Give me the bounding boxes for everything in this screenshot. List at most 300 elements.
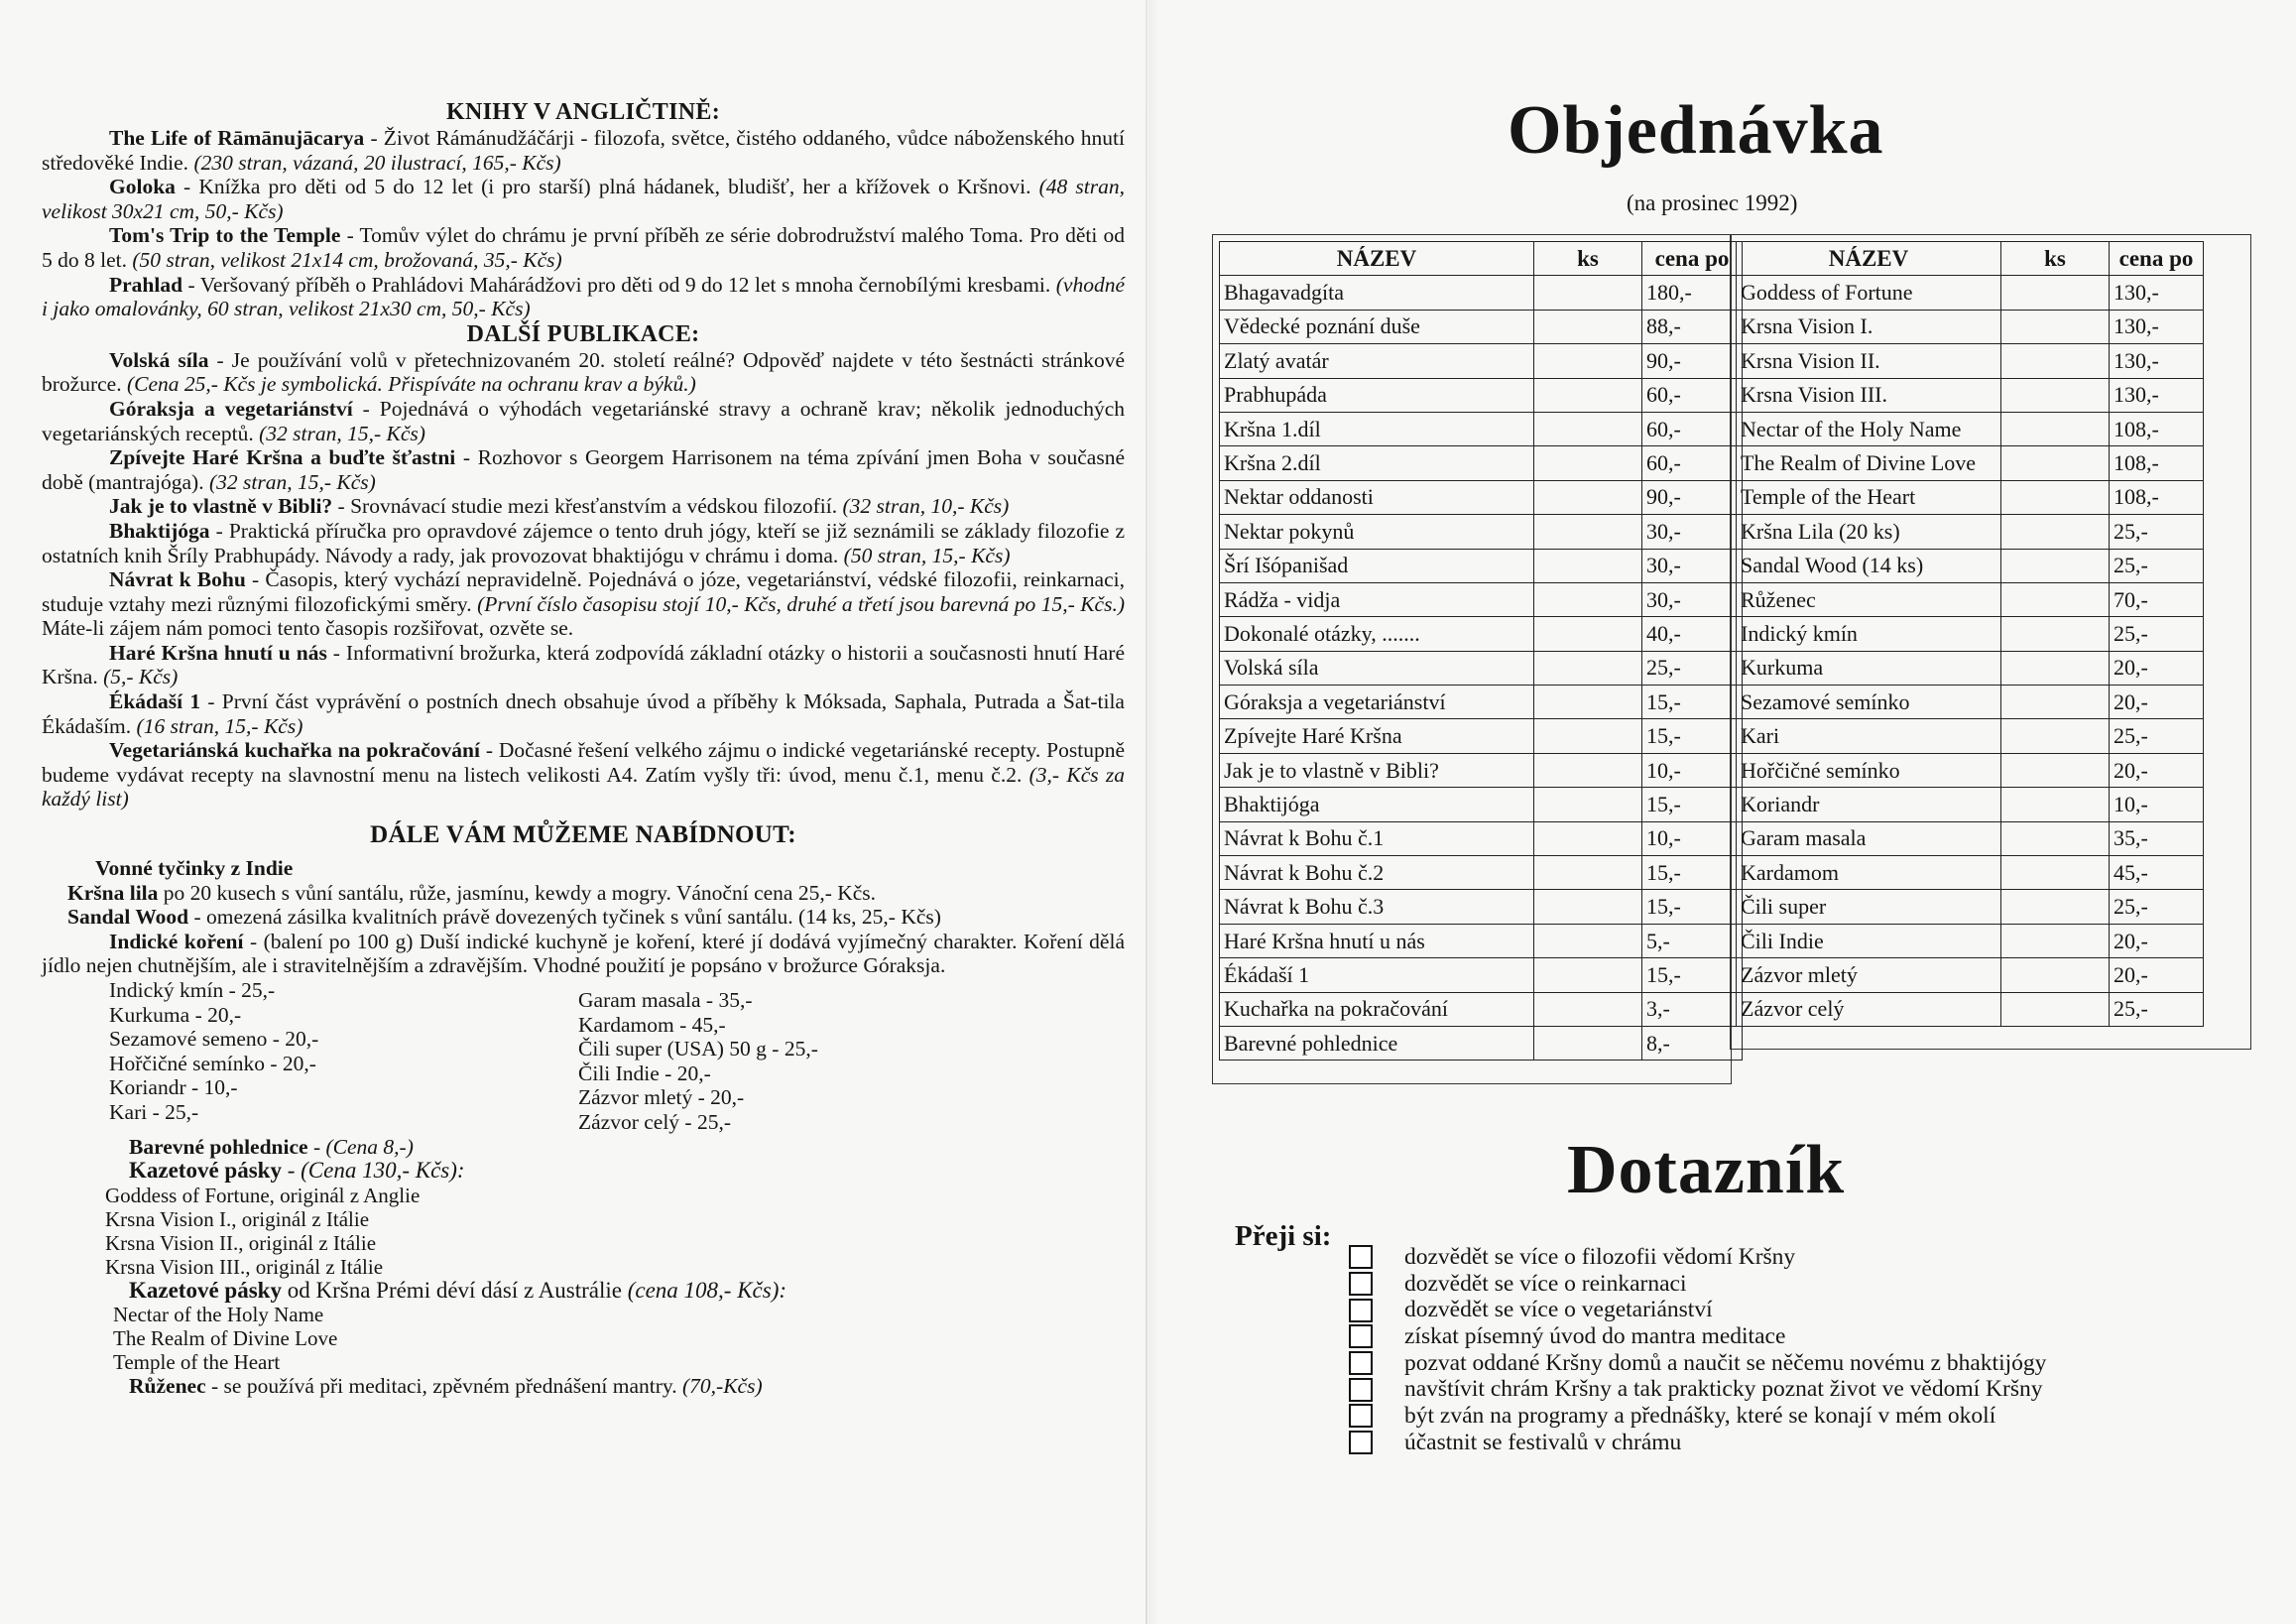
- entry-title: Bhaktijóga: [109, 518, 210, 543]
- order-subtitle: (na prosinec 1992): [1627, 190, 1798, 215]
- item-price: 60,-: [1642, 412, 1743, 445]
- entry-text: - Rozhovor s Georgem Harrisonem na téma zpívání jmen Boha v současné době (mantrajóga).: [42, 445, 1125, 494]
- checkbox-label: získat písemný úvod do mantra meditace: [1404, 1322, 1786, 1349]
- checkbox[interactable]: [1349, 1245, 1373, 1269]
- table-row: [1220, 582, 1743, 616]
- list-item: Krsna Vision III., originál z Itálie: [105, 1254, 384, 1279]
- col-header-name: NÁZEV: [1737, 242, 2001, 276]
- qty-cell[interactable]: [1534, 446, 1642, 480]
- list-item: Kari - 25,-: [109, 1099, 199, 1124]
- entry-info: (32 stran, 15,- Kčs): [208, 469, 376, 494]
- qty-cell[interactable]: [2001, 412, 2110, 445]
- entry-info: (16 stran, 15,- Kčs): [136, 713, 303, 738]
- list-item: Koriandr - 10,-: [109, 1075, 238, 1100]
- entry-text: - První část vyprávění o postních dnech obsahuje úvod a příběhy k Móksada, Saphala, Putrada a Šat-tila Ékádaším.: [42, 689, 1125, 738]
- qty-cell[interactable]: [1534, 686, 1642, 719]
- qty-cell[interactable]: [2001, 378, 2110, 412]
- page-fold-shadow: [1148, 0, 1158, 1624]
- item-price: 10,-: [2110, 788, 2204, 821]
- qty-cell[interactable]: [2001, 617, 2110, 651]
- table-row: [1737, 446, 2204, 480]
- list-item: Čili Indie - 20,-: [578, 1061, 711, 1085]
- qty-cell[interactable]: [1534, 992, 1642, 1026]
- item-price: 25,-: [2110, 515, 2204, 549]
- qty-cell[interactable]: [2001, 890, 2110, 924]
- item-price: 108,-: [2110, 480, 2204, 514]
- checkbox-row: [1349, 1323, 2046, 1350]
- qty-cell[interactable]: [1534, 617, 1642, 651]
- table-row: [1737, 344, 2204, 378]
- qty-cell[interactable]: [1534, 378, 1642, 412]
- checkbox-row: [1349, 1430, 2046, 1456]
- item-name: Růženec: [1737, 582, 2001, 616]
- table-row: [1737, 412, 2204, 445]
- table-row: [1737, 582, 2204, 616]
- item-price: 3,-: [1642, 992, 1743, 1026]
- checkbox[interactable]: [1349, 1404, 1373, 1428]
- item-price: 25,-: [2110, 617, 2204, 651]
- item-name: Indický kmín: [1737, 617, 2001, 651]
- item-price: 15,-: [1642, 856, 1743, 890]
- item-name: Hořčičné semínko: [1737, 753, 2001, 787]
- table-row: [1737, 856, 2204, 890]
- cassettes-line: Kazetové pásky - (Cena 130,- Kčs):: [129, 1158, 465, 1184]
- table-row: [1737, 753, 2204, 787]
- item-price: 15,-: [1642, 719, 1743, 753]
- item-name: Goddess of Fortune: [1737, 276, 2001, 310]
- qty-cell[interactable]: [2001, 276, 2110, 310]
- qty-cell[interactable]: [2001, 344, 2110, 378]
- entry-info: (vhodné i jako omalovánky, 60 stran, velikost 21x30 cm, 50,- Kčs): [42, 272, 1125, 321]
- entry-title: The Life of Rāmānujācarya: [109, 126, 365, 150]
- entry: [42, 223, 1125, 272]
- table-row: [1220, 788, 1743, 821]
- item-price: 10,-: [1642, 821, 1743, 855]
- item-price: 20,-: [2110, 958, 2204, 992]
- qty-cell[interactable]: [1534, 412, 1642, 445]
- entry-title: Jak je to vlastně v Bibli?: [109, 494, 333, 519]
- spice-price-list: [109, 978, 1125, 1135]
- item-name: Nectar of the Holy Name: [1737, 412, 2001, 445]
- entry-info: (32 stran, 10,- Kčs): [842, 494, 1010, 519]
- qty-cell[interactable]: [1534, 788, 1642, 821]
- item-price: 15,-: [1642, 958, 1743, 992]
- item-price: 90,-: [1642, 480, 1743, 514]
- item-name: Haré Kršna hnutí u nás: [1220, 924, 1534, 957]
- qty-cell[interactable]: [2001, 582, 2110, 616]
- qty-cell[interactable]: [2001, 515, 2110, 549]
- checkbox-row: [1349, 1271, 2046, 1298]
- entry: [42, 175, 1125, 223]
- entry-title: Volská síla: [109, 347, 209, 372]
- table-row: [1737, 378, 2204, 412]
- list-item: Indický kmín - 25,-: [109, 978, 276, 1002]
- entry: [42, 641, 1125, 689]
- table-row: [1737, 924, 2204, 957]
- entry-info: (230 stran, vázaná, 20 ilustrací, 165,- Kčs): [193, 150, 561, 175]
- entry: [42, 567, 1125, 641]
- table-row: [1220, 310, 1743, 343]
- qty-cell[interactable]: [2001, 310, 2110, 343]
- entry-text: - Dočasné řešení velkého zájmu o indické vegetariánské recepty. Postupně budeme vydávat recepty na slavnostní menu na listech velikosti A4. Zatím vyšly tři: úvod, menu č.1, menu č.2.: [42, 738, 1125, 787]
- page-fold: [1146, 0, 1148, 1624]
- item-name: Zpívejte Haré Kršna: [1220, 719, 1534, 753]
- entry-info: (48 stran, velikost 30x21 cm, 50,- Kčs): [42, 175, 1125, 223]
- list-item: Nectar of the Holy Name: [113, 1303, 324, 1327]
- qty-cell[interactable]: [1534, 549, 1642, 582]
- table-row: [1220, 856, 1743, 890]
- item-price: 8,-: [1642, 1026, 1743, 1060]
- spice-column-1: [109, 978, 578, 1135]
- entry-title: Haré Kršna hnutí u nás: [109, 640, 327, 665]
- item-price: 15,-: [1642, 890, 1743, 924]
- item-name: Jak je to vlastně v Bibli?: [1220, 753, 1534, 787]
- entry: [42, 494, 1125, 519]
- english-books-list: [42, 126, 1125, 321]
- item-price: 15,-: [1642, 788, 1743, 821]
- table-row: [1737, 821, 2204, 855]
- item-name: Krsna Vision I.: [1737, 310, 2001, 343]
- item-name: Kršna 1.díl: [1220, 412, 1534, 445]
- item-price: 25,-: [1642, 651, 1743, 685]
- qty-cell[interactable]: [1534, 515, 1642, 549]
- table-row: [1220, 651, 1743, 685]
- item-name: Prabhupáda: [1220, 378, 1534, 412]
- entry: [42, 397, 1125, 445]
- qty-cell[interactable]: [2001, 788, 2110, 821]
- qty-cell[interactable]: [1534, 480, 1642, 514]
- entry: [42, 519, 1125, 567]
- item-price: 20,-: [2110, 924, 2204, 957]
- qty-cell[interactable]: [1534, 310, 1642, 343]
- item-price: 70,-: [2110, 582, 2204, 616]
- entry-title: Goloka: [109, 175, 176, 199]
- item-name: Bhaktijóga: [1220, 788, 1534, 821]
- entry-title: Vegetariánská kuchařka na pokračování: [109, 738, 480, 763]
- checkbox-row: [1349, 1244, 2046, 1271]
- item-price: 30,-: [1642, 549, 1743, 582]
- entry-text: - Časopis, který vychází nepravidelně. Pojednává o józe, vegetariánství, védské filozofii, reinkarnaci, studuje vztahy mezi různými filozofickými směry.: [42, 567, 1125, 616]
- item-price: 30,-: [1642, 582, 1743, 616]
- table-row: [1737, 958, 2204, 992]
- checkbox[interactable]: [1349, 1431, 1373, 1454]
- item-name: Čili super: [1737, 890, 2001, 924]
- table-row: [1737, 890, 2204, 924]
- list-item: Zázvor celý - 25,-: [578, 1109, 732, 1134]
- entry-text: - Srovnávací studie mezi křesťanstvím a védskou filozofií.: [332, 494, 843, 519]
- entry-title: Prahlad: [109, 272, 183, 297]
- cassettes-list: [105, 1184, 1125, 1279]
- table-row: [1737, 686, 2204, 719]
- checkbox-label: dozvědět se více o filozofii vědomí Kršny: [1404, 1243, 1796, 1270]
- qty-cell[interactable]: [2001, 651, 2110, 685]
- entry-text: - Život Rámánudžáčárji - filozofa, světce, čistého oddaného, vůdce náboženského hnutí středověké Indie.: [42, 126, 1125, 175]
- qty-cell[interactable]: [1534, 582, 1642, 616]
- item-price: 20,-: [2110, 651, 2204, 685]
- cassettes-australia-list: [113, 1303, 1125, 1374]
- list-item: Sezamové semeno - 20,-: [109, 1027, 319, 1052]
- qty-cell[interactable]: [1534, 890, 1642, 924]
- publications-list: [42, 348, 1125, 812]
- col-header-qty: ks: [1534, 242, 1642, 276]
- table-row: [1737, 310, 2204, 343]
- table-row: [1220, 719, 1743, 753]
- item-price: 180,-: [1642, 276, 1743, 310]
- list-item: Garam masala - 35,-: [578, 988, 753, 1012]
- cassettes-australia-line: Kazetové pásky od Kršna Prémi déví dásí z Austrálie (cena 108,- Kčs):: [129, 1277, 787, 1303]
- table-row: [1220, 617, 1743, 651]
- offer-krsna-lila: Kršna lila po 20 kusech s vůní santálu, růže, jasmínu, kewdy a mogry. Vánoční cena 25,- Kčs.: [67, 880, 877, 905]
- qty-cell[interactable]: [1534, 1026, 1642, 1060]
- item-price: 108,-: [2110, 412, 2204, 445]
- item-price: 15,-: [1642, 686, 1743, 719]
- item-name: Zlatý avatár: [1220, 344, 1534, 378]
- item-name: Nektar pokynů: [1220, 515, 1534, 549]
- entry-title: Tom's Trip to the Temple: [109, 223, 341, 248]
- item-price: 25,-: [2110, 992, 2204, 1026]
- checkbox-row: [1349, 1403, 2046, 1430]
- order-table-books: [1219, 241, 1743, 1061]
- table-row: [1220, 378, 1743, 412]
- survey-checkbox-list: [1349, 1244, 2046, 1456]
- qty-cell[interactable]: [1534, 719, 1642, 753]
- item-name: Kuchařka na pokračování: [1220, 992, 1534, 1026]
- item-name: Vědecké poznání duše: [1220, 310, 1534, 343]
- qty-cell[interactable]: [2001, 753, 2110, 787]
- item-price: 20,-: [2110, 686, 2204, 719]
- qty-cell[interactable]: [1534, 856, 1642, 890]
- entry: [42, 689, 1125, 738]
- entry-text: - Tomův výlet do chrámu je první příběh ze série dobrodružství malého Toma. Pro děti od 5 do 8 let.: [42, 223, 1126, 272]
- item-name: Kršna 2.díl: [1220, 446, 1534, 480]
- item-price: 30,-: [1642, 515, 1743, 549]
- list-item: Goddess of Fortune, originál z Anglie: [105, 1183, 421, 1207]
- qty-cell[interactable]: [1534, 958, 1642, 992]
- item-name: Zázvor mletý: [1737, 958, 2001, 992]
- item-name: Temple of the Heart: [1737, 480, 2001, 514]
- order-title: Objednávka: [1508, 92, 1884, 169]
- table-row: [1737, 992, 2204, 1026]
- item-name: Zázvor celý: [1737, 992, 2001, 1026]
- heading-dale: DÁLE VÁM MŮŽEME NABÍDNOUT:: [370, 821, 796, 849]
- item-price: 25,-: [2110, 549, 2204, 582]
- item-name: Barevné pohlednice: [1220, 1026, 1534, 1060]
- spice-column-2: [578, 978, 975, 1135]
- col-header-name: NÁZEV: [1220, 242, 1534, 276]
- item-price: 40,-: [1642, 617, 1743, 651]
- table-row: [1220, 446, 1743, 480]
- table-row: [1737, 719, 2204, 753]
- entry-info: (50 stran, 15,- Kčs): [843, 543, 1011, 567]
- list-item: Temple of the Heart: [113, 1350, 281, 1375]
- checkbox[interactable]: [1349, 1272, 1373, 1296]
- item-price: 20,-: [2110, 753, 2204, 787]
- item-price: 45,-: [2110, 856, 2204, 890]
- table-row: [1220, 753, 1743, 787]
- item-name: Koriandr: [1737, 788, 2001, 821]
- postcards-line: Barevné pohlednice - (Cena 8,-): [129, 1134, 414, 1159]
- checkbox-row: [1349, 1297, 2046, 1323]
- entry: [42, 273, 1125, 321]
- entry-title: Góraksja a vegetariánství: [109, 396, 353, 421]
- col-header-qty: ks: [2001, 242, 2110, 276]
- table-row: [1737, 549, 2204, 582]
- heading-knihy: KNIHY V ANGLIČTINĚ:: [446, 99, 720, 125]
- item-price: 88,-: [1642, 310, 1743, 343]
- item-name: Kari: [1737, 719, 2001, 753]
- offer-spices: Indické koření - (balení po 100 g) Duší indické kuchyně je koření, které jí dodává vyjímečný charakter. Koření dělá jídlo nejen chutnějším, ale i stravitelnějším a zdravějším. Vhodné použití je popsáno v brožurce Góraksja.: [42, 929, 1125, 978]
- item-name: Góraksja a vegetariánství: [1220, 686, 1534, 719]
- checkbox-row: [1349, 1376, 2046, 1403]
- qty-cell[interactable]: [2001, 686, 2110, 719]
- item-name: Čili Indie: [1737, 924, 2001, 957]
- list-item: Kardamom - 45,-: [578, 1012, 726, 1037]
- table-row: [1737, 276, 2204, 310]
- order-table-other: [1736, 241, 2204, 1027]
- entry: [42, 348, 1125, 397]
- item-price: 25,-: [2110, 890, 2204, 924]
- item-price: 60,-: [1642, 378, 1743, 412]
- entry-text: - Je používání volů v přetechnizovaném 20. století reálné? Odpověď najdete v této šestnácti stránkové brožurce.: [42, 347, 1125, 397]
- table-row: [1220, 992, 1743, 1026]
- item-price: 130,-: [2110, 310, 2204, 343]
- entry-text: - Knížka pro děti od 5 do 12 let (i pro starší) plná hádanek, bludišť, her a křížovek o Kršnovi.: [175, 175, 1039, 199]
- item-price: 130,-: [2110, 276, 2204, 310]
- col-header-price: cena po: [2110, 242, 2204, 276]
- table-row: [1737, 515, 2204, 549]
- col-header-price: cena po: [1642, 242, 1743, 276]
- table-row: [1220, 1026, 1743, 1060]
- item-name: Návrat k Bohu č.1: [1220, 821, 1534, 855]
- item-name: Bhagavadgíta: [1220, 276, 1534, 310]
- qty-cell[interactable]: [2001, 958, 2110, 992]
- heading-dalsi: DALŠÍ PUBLIKACE:: [466, 320, 700, 347]
- qty-cell[interactable]: [2001, 924, 2110, 957]
- item-name: Rádža - vidja: [1220, 582, 1534, 616]
- entry-tail: Máte-li zájem nám pomoci tento časopis rozšiřovat, ozvěte se.: [42, 616, 574, 641]
- qty-cell[interactable]: [2001, 992, 2110, 1026]
- entry-text: - Veršovaný příběh o Prahládovi Mahárádžovi pro děti od 9 do 12 let s mnoha černobílými kresbami.: [182, 272, 1056, 297]
- checkbox[interactable]: [1349, 1378, 1373, 1402]
- list-item: Kurkuma - 20,-: [109, 1002, 242, 1027]
- entry: [42, 445, 1125, 494]
- table-row: [1220, 549, 1743, 582]
- qty-cell[interactable]: [1534, 821, 1642, 855]
- item-name: Krsna Vision II.: [1737, 344, 2001, 378]
- table-row: [1220, 821, 1743, 855]
- entry-info: (50 stran, velikost 21x14 cm, brožovaná, 35,- Kčs): [132, 247, 562, 272]
- item-name: Krsna Vision III.: [1737, 378, 2001, 412]
- entry: [42, 126, 1125, 175]
- list-item: Krsna Vision I., originál z Itálie: [105, 1206, 370, 1231]
- entry-info: (3,- Kčs za každý list): [42, 762, 1126, 812]
- qty-cell[interactable]: [2001, 549, 2110, 582]
- table-row: [1220, 344, 1743, 378]
- checkbox-label: dozvědět se více o vegetariánství: [1404, 1297, 1713, 1323]
- checkbox[interactable]: [1349, 1299, 1373, 1322]
- wish-label: Přeji si:: [1235, 1220, 1332, 1252]
- checkbox-row: [1349, 1350, 2046, 1377]
- qty-cell[interactable]: [1534, 753, 1642, 787]
- qty-cell[interactable]: [1534, 276, 1642, 310]
- item-price: 60,-: [1642, 446, 1743, 480]
- checkbox-label: pozvat oddané Kršny domů a naučit se něčemu novému z bhaktijógy: [1404, 1349, 2047, 1376]
- qty-cell[interactable]: [2001, 446, 2110, 480]
- qty-cell[interactable]: [2001, 719, 2110, 753]
- item-price: 5,-: [1642, 924, 1743, 957]
- entry-text: - Praktická příručka pro opravdové zájemce o tento druh jógy, kteří se již seznámili se základy filozofie z ostatních knih Šríly Prabhupády. Návody a rady, jak provozovat bhaktijógu v chrámu i doma.: [42, 518, 1125, 567]
- list-item: Krsna Vision II., originál z Itálie: [105, 1230, 377, 1255]
- entry: [42, 738, 1125, 812]
- item-name: Kurkuma: [1737, 651, 2001, 685]
- item-name: Návrat k Bohu č.3: [1220, 890, 1534, 924]
- table-row: [1220, 515, 1743, 549]
- rosary-line: Růženec - se používá při meditaci, zpěvném přednášení mantry. (70,-Kčs): [129, 1374, 763, 1399]
- list-item: The Realm of Divine Love: [113, 1326, 338, 1351]
- item-name: Sandal Wood (14 ks): [1737, 549, 2001, 582]
- table-row: [1220, 686, 1743, 719]
- table-row: [1220, 924, 1743, 957]
- entry-info: (První číslo časopisu stojí 10,- Kčs, druhé a třetí jsou barevná po 15,- Kčs.): [477, 591, 1126, 616]
- offer-sandal-wood: Sandal Wood - omezená zásilka kvalitních právě dovezených tyčinek s vůní santálu. (14 ks, 25,- Kčs): [67, 905, 941, 930]
- qty-cell[interactable]: [2001, 821, 2110, 855]
- item-price: 130,-: [2110, 378, 2204, 412]
- item-price: 130,-: [2110, 344, 2204, 378]
- entry-info: (5,- Kčs): [103, 665, 179, 689]
- table-row: [1737, 617, 2204, 651]
- item-name: Šrí Išópanišad: [1220, 549, 1534, 582]
- table-row: [1220, 276, 1743, 310]
- qty-cell[interactable]: [1534, 924, 1642, 957]
- table-row: [1737, 480, 2204, 514]
- qty-cell[interactable]: [1534, 344, 1642, 378]
- table-row: [1220, 958, 1743, 992]
- qty-cell[interactable]: [1534, 651, 1642, 685]
- offer-incense-title: Vonné tyčinky z Indie: [95, 856, 294, 881]
- checkbox-label: dozvědět se více o reinkarnaci: [1404, 1270, 1687, 1297]
- checkbox[interactable]: [1349, 1324, 1373, 1348]
- checkbox[interactable]: [1349, 1351, 1373, 1375]
- table-row: [1220, 412, 1743, 445]
- table-row: [1220, 480, 1743, 514]
- table-row: [1737, 788, 2204, 821]
- entry-info: (Cena 25,- Kčs je symbolická. Přispíváte na ochranu krav a býků.): [126, 372, 696, 397]
- checkbox-label: navštívit chrám Kršny a tak prakticky poznat život ve vědomí Kršny: [1404, 1376, 2043, 1403]
- entry-info: (32 stran, 15,- Kčs): [259, 421, 425, 445]
- item-name: Nektar oddanosti: [1220, 480, 1534, 514]
- left-page: [42, 99, 1125, 1399]
- survey-title: Dotazník: [1567, 1132, 1846, 1208]
- item-price: 35,-: [2110, 821, 2204, 855]
- qty-cell[interactable]: [2001, 856, 2110, 890]
- list-item: Čili super (USA) 50 g - 25,-: [578, 1037, 818, 1062]
- qty-cell[interactable]: [2001, 480, 2110, 514]
- item-name: The Realm of Divine Love: [1737, 446, 2001, 480]
- item-price: 108,-: [2110, 446, 2204, 480]
- item-name: Sezamové semínko: [1737, 686, 2001, 719]
- table-row: [1737, 651, 2204, 685]
- entry-title: Ékádaší 1: [109, 689, 201, 714]
- item-name: Kardamom: [1737, 856, 2001, 890]
- entry-title: Návrat k Bohu: [109, 567, 246, 592]
- item-name: Dokonalé otázky, .......: [1220, 617, 1534, 651]
- list-item: Zázvor mletý - 20,-: [578, 1085, 745, 1110]
- item-name: Kršna Lila (20 ks): [1737, 515, 2001, 549]
- item-price: 25,-: [2110, 719, 2204, 753]
- table-row: [1220, 890, 1743, 924]
- checkbox-label: být zván na programy a přednášky, které se konají v mém okolí: [1404, 1402, 1996, 1429]
- entry-text: - Informativní brožurka, která zodpovídá základní otázky o historii a současnosti hnutí Haré Kršna.: [42, 640, 1125, 689]
